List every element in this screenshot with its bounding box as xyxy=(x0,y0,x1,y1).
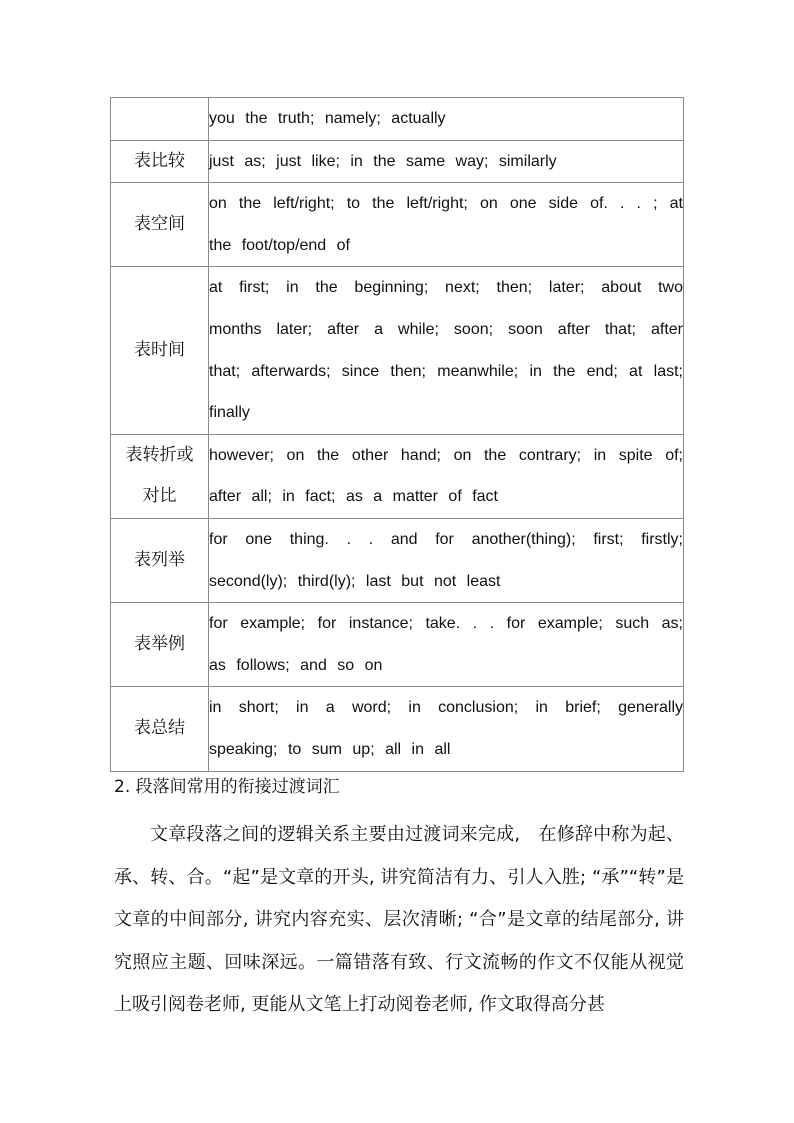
table-row xyxy=(111,98,684,141)
category-cell: 表比较 xyxy=(111,140,209,183)
phrases-cell: in short; in a word; in conclusion; in brief; generally speaking; to sum up; all in all xyxy=(209,687,684,771)
category-cell: 表列举 xyxy=(111,518,209,602)
category-cell: 表空间 xyxy=(111,183,209,267)
section-heading: 2. 段落间常用的衔接过渡词汇 xyxy=(114,777,340,797)
phrases-cell: however; on the other hand; on the contrary; in spite of; after all; in fact; as a matter of fact xyxy=(209,434,684,518)
table-row xyxy=(111,267,684,434)
phrases-cell: you the truth; namely; actually xyxy=(209,98,684,141)
table-row xyxy=(111,687,684,771)
phrases-cell: for example; for instance; take. . . for example; such as; as follows; and so on xyxy=(209,603,684,687)
table-row xyxy=(111,518,684,602)
category-cell: 表举例 xyxy=(111,603,209,687)
phrases-cell: on the left/right; to the left/right; on one side of. . . ; at the foot/top/end of xyxy=(209,183,684,267)
phrases-cell: for one thing. . . and for another(thing); first; firstly; second(ly); third(ly); last but not least xyxy=(209,518,684,602)
phrases-cell: at first; in the beginning; next; then; later; about two months later; after a while; soon; soon after that; after that; afterwards; since then; meanwhile; in the end; at last; finally xyxy=(209,267,684,434)
body-paragraph: 文章段落之间的逻辑关系主要由过渡词来完成, 在修辞中称为起、承、转、合。“起”是文章的开头, 讲究简洁有力、引人入胜; “承”“转”是文章的中间部分, 讲究内容充实、层次清晰; “合”是文章的结尾部分, 讲究照应主题、回味深远。一篇错落有致、行文流畅的作文不仅能从视觉上吸引阅卷老师, 更能从文笔上打动阅卷老师, 作文取得高分甚 xyxy=(114,824,684,1015)
table-row xyxy=(111,140,684,183)
category-cell: 表时间 xyxy=(111,267,209,434)
table-row xyxy=(111,434,684,518)
phrases-cell: just as; just like; in the same way; similarly xyxy=(209,140,684,183)
category-cell xyxy=(111,98,209,141)
table-row xyxy=(111,603,684,687)
transition-words-table xyxy=(110,97,684,772)
category-cell: 表总结 xyxy=(111,687,209,771)
category-cell: 表转折或对比 xyxy=(111,434,209,518)
table-row xyxy=(111,183,684,267)
